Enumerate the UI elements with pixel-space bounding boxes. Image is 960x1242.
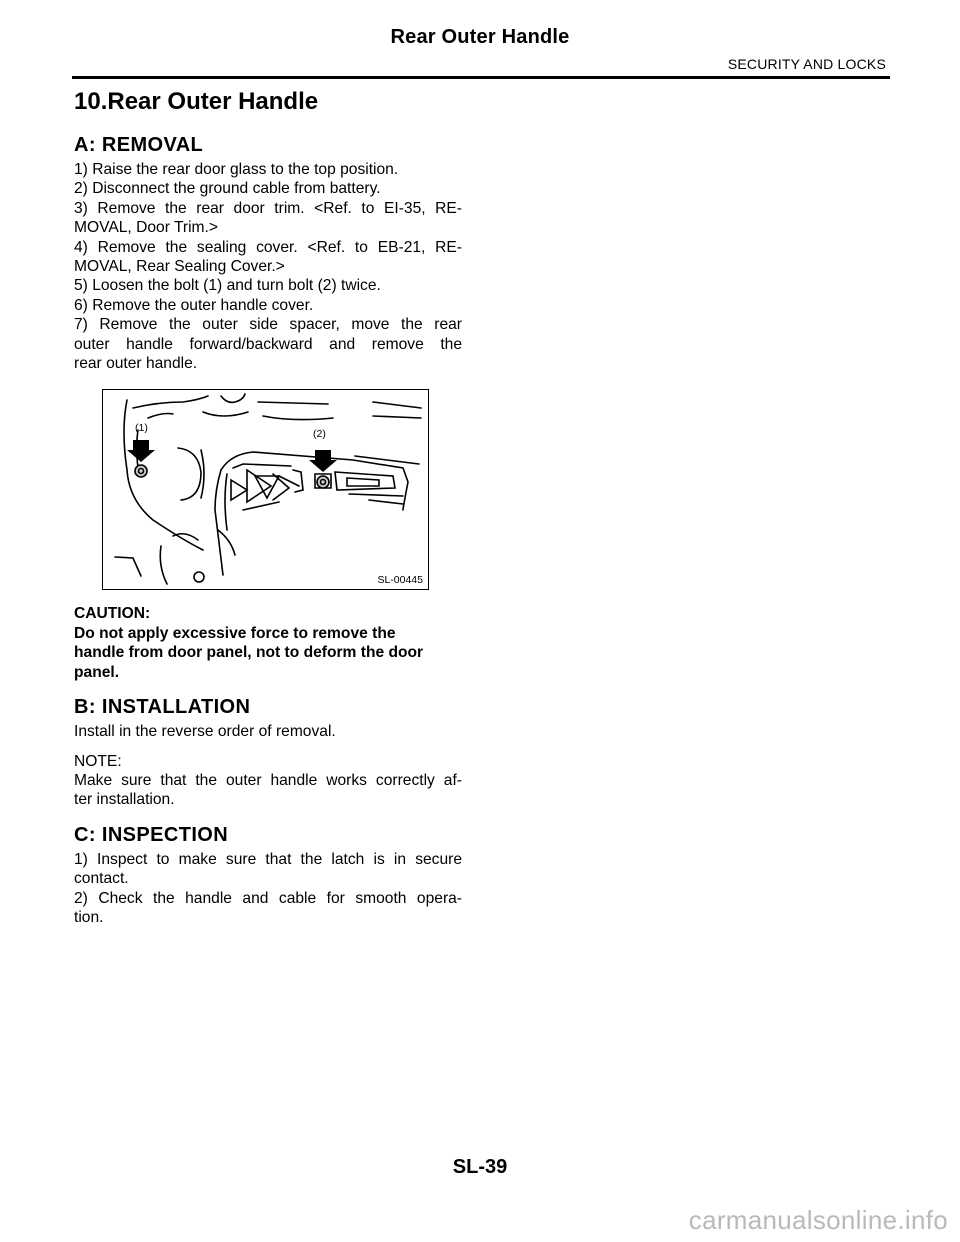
caution-line: panel. <box>74 663 120 681</box>
removal-step-line: MOVAL, Rear Sealing Cover.> <box>74 258 285 276</box>
installation-heading: B: INSTALLATION <box>74 696 251 719</box>
inspection-line: contact. <box>74 870 129 888</box>
header-divider <box>72 76 890 79</box>
installation-text: Install in the reverse order of removal. <box>74 723 336 741</box>
page-header-title: Rear Outer Handle <box>390 26 570 48</box>
page-number: SL-39 <box>452 1156 508 1178</box>
main-column <box>74 86 462 927</box>
caution-block <box>74 604 462 682</box>
removal-step-line: 2) Disconnect the ground cable from battery. <box>74 180 381 198</box>
note-title: NOTE: <box>74 752 122 770</box>
note-block <box>74 752 462 810</box>
inspection-heading: C: INSPECTION <box>74 823 229 846</box>
removal-step-line: rear outer handle. <box>74 355 198 373</box>
removal-step-line: 4) Remove the sealing cover. <Ref. to EB-21, RE- <box>74 238 462 256</box>
caution-title: CAUTION: <box>74 605 151 623</box>
removal-step-line: 3) Remove the rear door trim. <Ref. to EI-35, RE- <box>74 199 462 217</box>
figure-code: SL-00445 <box>377 574 423 587</box>
door-panel-drawing <box>103 390 428 589</box>
removal-heading: A: REMOVAL <box>74 134 204 156</box>
removal-step-line: 1) Raise the rear door glass to the top position. <box>74 161 399 178</box>
installation-body <box>74 722 462 741</box>
removal-step-line: 6) Remove the outer handle cover. <box>74 296 314 314</box>
removal-step-line: outer handle forward/backward and remove the <box>74 335 462 353</box>
removal-steps <box>74 160 462 373</box>
inspection-line: 1) Inspect to make sure that the latch is in secure <box>74 850 462 868</box>
inspection-line: tion. <box>74 908 104 926</box>
caution-line: handle from door panel, not to deform the door <box>74 644 424 662</box>
removal-step-line: 7) Remove the outer side spacer, move the rear <box>74 316 462 334</box>
caution-line: Do not apply excessive force to remove the <box>74 624 396 642</box>
page-header-section: SECURITY AND LOCKS <box>727 56 886 72</box>
chapter-title: 10.Rear Outer Handle <box>74 88 319 115</box>
removal-step-line: MOVAL, Door Trim.> <box>74 219 218 237</box>
watermark: carmanualsonline.info <box>688 1205 948 1235</box>
callout-label-1: (1) <box>135 422 148 435</box>
note-line: ter installation. <box>74 791 175 809</box>
note-line: Make sure that the outer handle works correctly af- <box>74 771 462 789</box>
inspection-steps <box>74 850 462 928</box>
callout-label-2: (2) <box>313 428 326 441</box>
handle-illustration <box>102 389 429 590</box>
removal-step-line: 5) Loosen the bolt (1) and turn bolt (2) twice. <box>74 277 381 295</box>
inspection-line: 2) Check the handle and cable for smooth opera- <box>74 889 462 907</box>
